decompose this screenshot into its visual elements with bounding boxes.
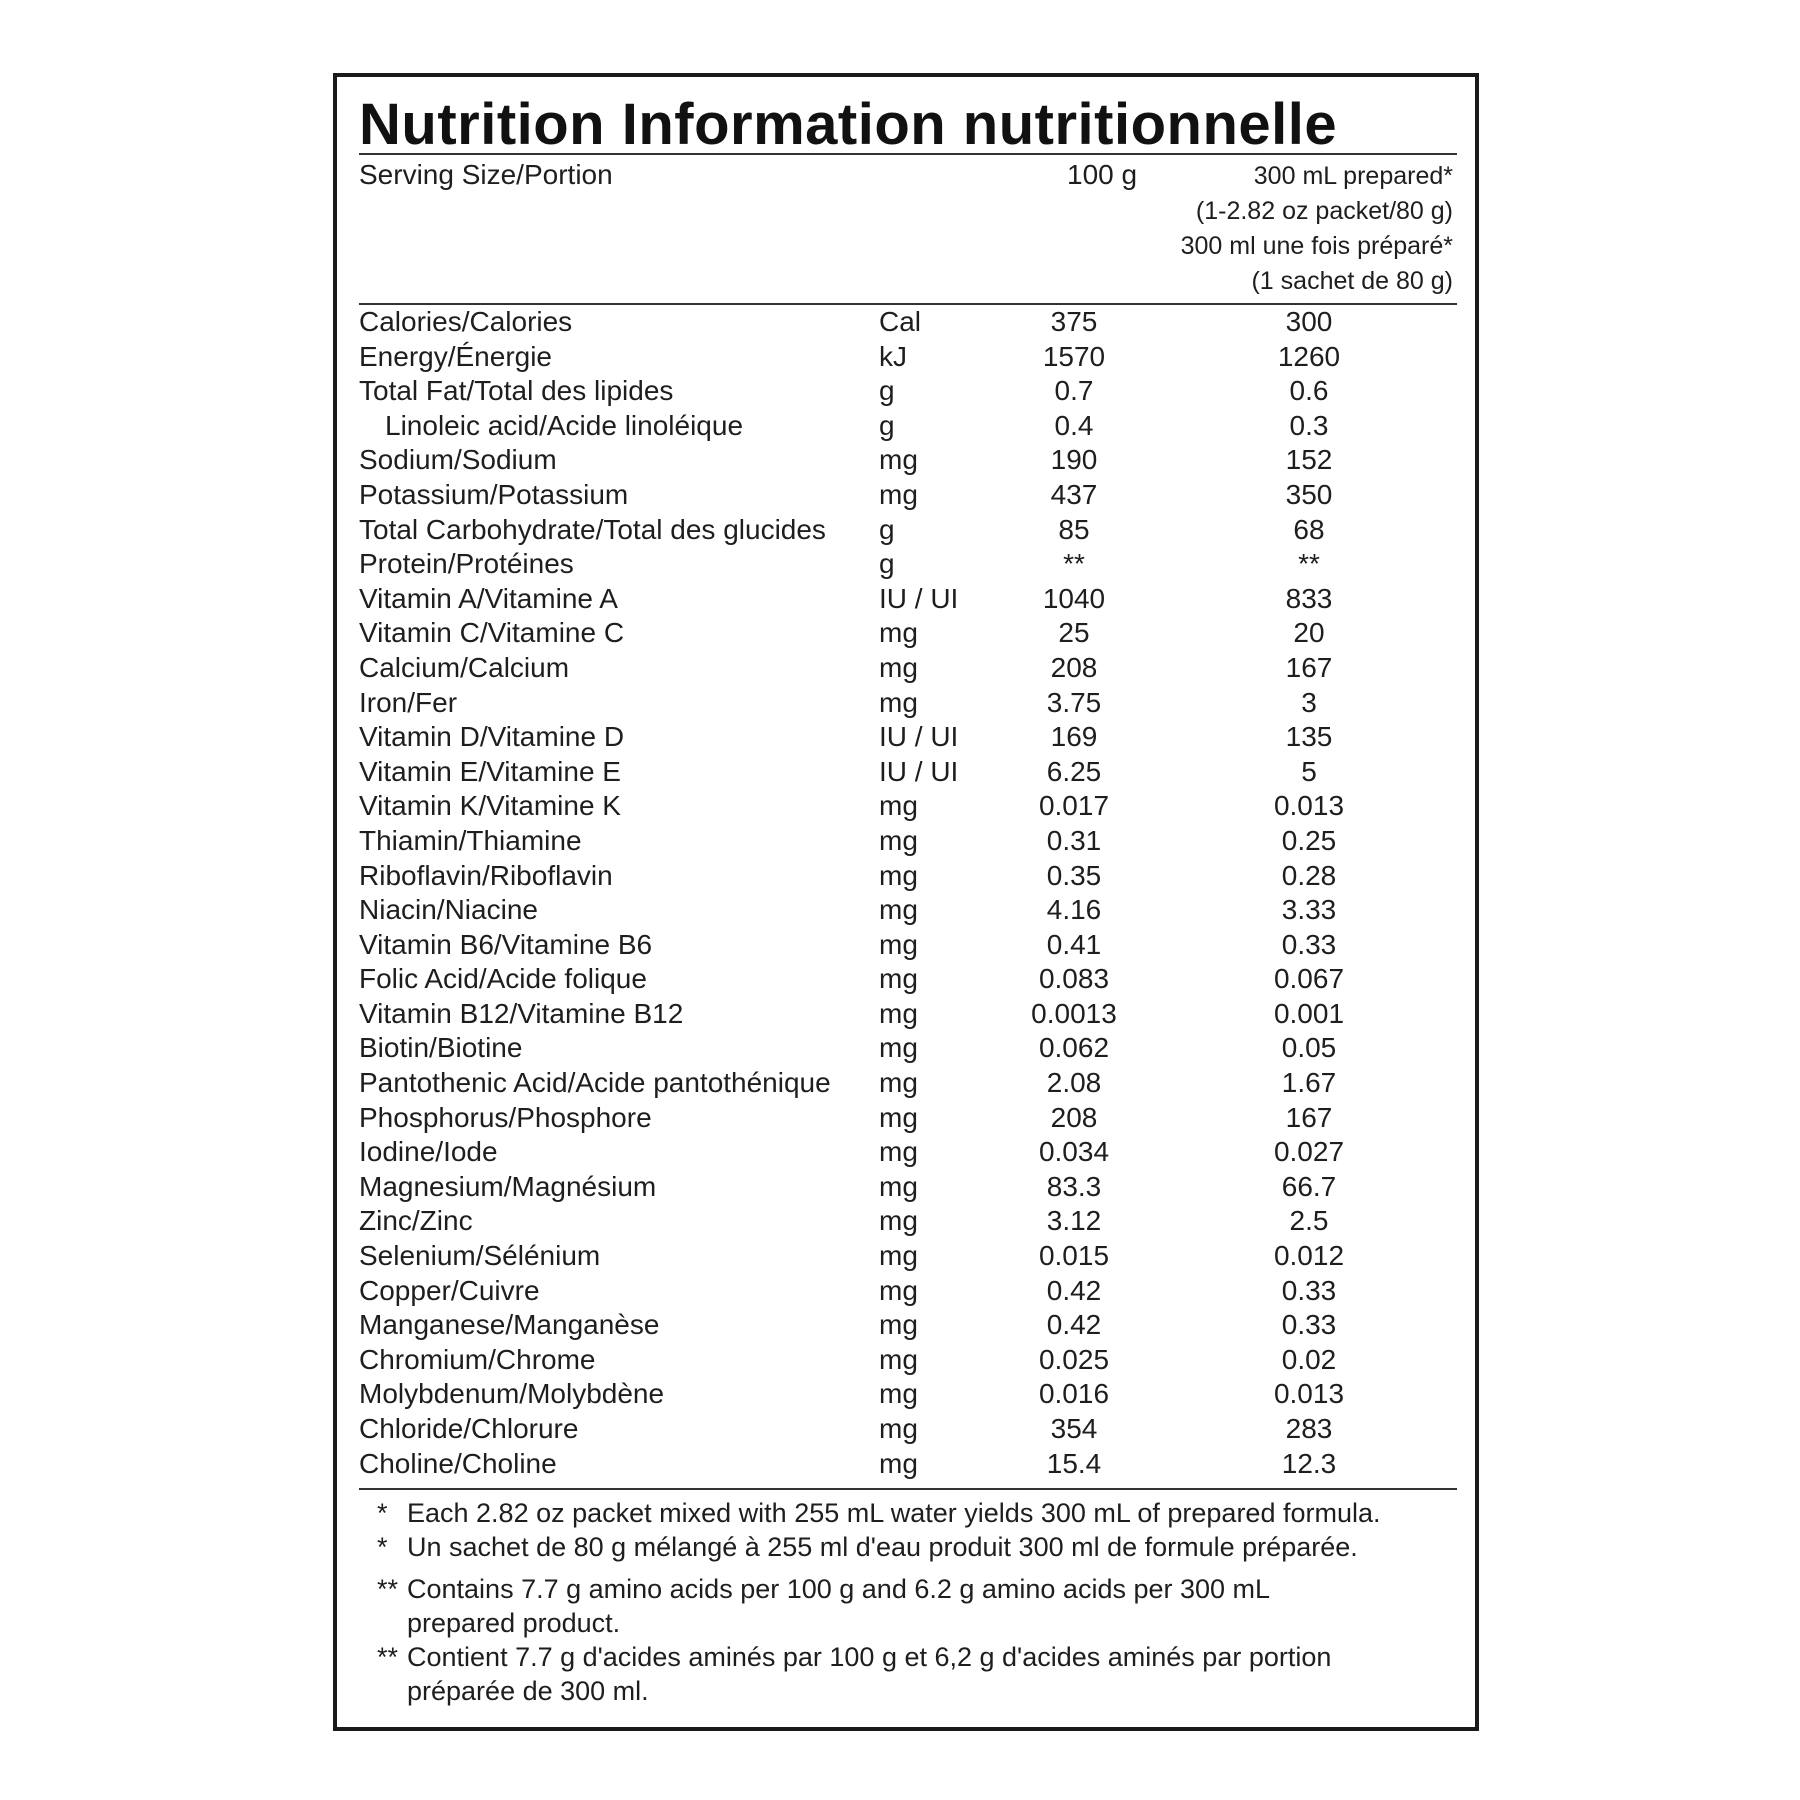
serving-size-label: Serving Size/Portion [359,159,613,190]
nutrient-value-prepared: 1260 [1277,340,1341,372]
nutrient-row [359,1101,1457,1136]
nutrient-name: Vitamin D/Vitamine D [359,721,625,753]
nutrient-row [359,1239,1457,1274]
nutrient-row [359,1308,1457,1343]
nutrient-name: Vitamin B6/Vitamine B6 [359,928,653,960]
nutrient-row [359,1343,1457,1378]
nutrient-row [359,340,1457,375]
nutrient-value-100g: 437 [1050,478,1098,510]
nutrient-unit: IU / UI [879,755,959,787]
nutrient-unit: IU / UI [879,721,959,753]
nutrient-unit: mg [879,1032,918,1064]
footnote-mark: * [377,1532,388,1562]
nutrient-value-100g: 0.35 [1046,859,1102,891]
table-divider [359,1488,1457,1490]
nutrient-value-prepared: 0.28 [1281,859,1337,891]
nutrient-value-prepared: 350 [1285,478,1333,510]
nutrient-value-prepared: 66.7 [1281,1170,1337,1202]
footnote-line [367,1640,1457,1674]
nutrient-row [359,1447,1457,1482]
nutrient-value-100g: 0.41 [1046,928,1102,960]
nutrient-value-prepared: 5 [1301,755,1317,787]
nutrient-row [359,755,1457,790]
nutrient-name: Iron/Fer [359,686,458,718]
footnotes [367,1496,1457,1708]
footnote-line [367,1530,1457,1564]
nutrient-name: Zinc/Zinc [359,1205,473,1237]
nutrient-unit: mg [879,1101,918,1133]
nutrient-row [359,305,1457,340]
nutrient-value-prepared: 0.027 [1273,1136,1345,1168]
nutrient-row [359,651,1457,686]
nutrient-name: Magnesium/Magnésium [359,1170,657,1202]
nutrient-unit: g [879,375,895,407]
nutrient-name: Vitamin C/Vitamine C [359,617,625,649]
nutrient-name: Niacin/Niacine [359,894,538,926]
nutrient-row [359,824,1457,859]
nutrient-row [359,1066,1457,1101]
nutrient-value-100g: 1040 [1042,582,1106,614]
nutrient-unit: mg [879,686,918,718]
nutrient-unit: mg [879,478,918,510]
nutrient-value-100g: 208 [1050,1101,1098,1133]
nutrient-row [359,513,1457,548]
nutrient-row [359,720,1457,755]
nutrient-name: Calories/Calories [359,306,573,337]
nutrient-unit: mg [879,1067,918,1099]
nutrient-value-prepared: 0.33 [1281,1309,1337,1341]
nutrient-unit: mg [879,790,918,822]
nutrient-name: Chloride/Chlorure [359,1413,579,1444]
nutrient-unit: g [879,409,895,441]
nutrient-name: Chromium/Chrome [359,1343,596,1375]
serving-prepared-line: (1 sachet de 80 g) [1251,267,1453,295]
nutrient-unit: IU / UI [879,582,959,614]
nutrient-unit: mg [879,1136,918,1168]
nutrient-name: Energy/Énergie [359,340,553,372]
nutrient-value-prepared: 0.012 [1273,1240,1345,1272]
nutrient-name: Protein/Protéines [359,548,574,580]
nutrient-value-prepared: 135 [1285,721,1333,753]
footnote-line [367,1572,1457,1606]
nutrient-value-prepared: 0.3 [1289,409,1329,441]
nutrient-row [359,547,1457,582]
nutrient-row [359,962,1457,997]
nutrient-value-100g: 375 [1050,306,1098,337]
nutrient-value-100g: 0.4 [1054,409,1094,441]
footnote-text: Each 2.82 oz packet mixed with 255 mL water yields 300 mL of prepared formula. [407,1498,1381,1528]
nutrition-label-panel [333,73,1479,1731]
nutrient-name: Vitamin B12/Vitamine B12 [359,997,684,1029]
nutrient-name: Biotin/Biotine [359,1032,523,1064]
nutrient-unit: mg [879,1309,918,1341]
serving-prepared-line: (1-2.82 oz packet/80 g) [1195,197,1453,225]
nutrient-value-prepared: 283 [1285,1413,1333,1444]
nutrient-row [359,859,1457,894]
nutrient-value-100g: 15.4 [1046,1447,1102,1479]
footnote-line [367,1606,1457,1640]
nutrient-value-100g: 0.025 [1038,1343,1110,1375]
nutrient-value-100g: 190 [1050,444,1098,476]
nutrient-name: Iodine/Iode [359,1136,498,1168]
title-divider [359,153,1457,155]
nutrient-value-prepared: 0.013 [1273,790,1345,822]
nutrient-name: Total Carbohydrate/Total des glucides [359,513,826,545]
nutrient-value-prepared: 1.67 [1281,1067,1337,1099]
nutrient-row [359,409,1457,444]
nutrient-name: Vitamin A/Vitamine A [359,582,618,614]
nutrient-value-prepared: 300 [1285,306,1333,337]
nutrient-row [359,1377,1457,1412]
nutrient-row [359,1135,1457,1170]
footnote-text: Un sachet de 80 g mélangé à 255 ml d'eau produit 300 ml de formule préparée. [407,1532,1358,1562]
nutrient-value-prepared: 833 [1285,582,1333,614]
nutrient-value-prepared: 0.25 [1281,824,1337,856]
nutrient-value-100g: 0.016 [1038,1378,1110,1410]
footnote-text: Contains 7.7 g amino acids per 100 g and 6.2 g amino acids per 300 mL [407,1574,1271,1604]
label-title: Nutrition Information nutritionnelle [359,92,1338,157]
nutrient-value-prepared: 0.05 [1281,1032,1337,1064]
serving-prepared-line: 300 mL prepared* [1253,162,1453,190]
nutrient-row [359,1412,1457,1447]
nutrient-unit: Cal [879,306,922,337]
footnote-text: Contient 7.7 g d'acides aminés par 100 g et 6,2 g d'acides aminés par portion [407,1642,1332,1672]
nutrient-name: Pantothenic Acid/Acide pantothénique [359,1067,831,1099]
nutrient-name: Linoleic acid/Acide linoléique [385,409,744,441]
footnote-line [367,1674,1457,1708]
nutrient-value-prepared: 0.33 [1281,1274,1337,1306]
nutrient-value-prepared: 0.6 [1289,375,1329,407]
nutrient-name: Total Fat/Total des lipides [359,375,674,407]
nutrient-value-prepared: 167 [1285,1101,1333,1133]
nutrient-unit: g [879,513,895,545]
nutrient-value-100g: 0.017 [1038,790,1110,822]
nutrient-value-prepared: 152 [1285,444,1333,476]
nutrient-value-prepared: 20 [1293,617,1325,649]
nutrient-row [359,928,1457,963]
nutrient-row [359,582,1457,617]
nutrient-unit: mg [879,928,918,960]
nutrient-unit: mg [879,1240,918,1272]
nutrient-value-100g: 0.31 [1046,824,1102,856]
nutrient-value-100g: 0.015 [1038,1240,1110,1272]
footnote-line [367,1496,1457,1530]
nutrient-row [359,1170,1457,1205]
nutrient-value-prepared: 2.5 [1289,1205,1329,1237]
nutrient-value-100g: ** [1063,548,1085,580]
nutrient-value-100g: 0.42 [1046,1274,1102,1306]
nutrient-row [359,1204,1457,1239]
footnote-text: prepared product. [407,1608,621,1638]
footnote [367,1530,1457,1564]
nutrient-value-prepared: 0.001 [1273,997,1345,1029]
nutrient-row [359,893,1457,928]
nutrient-row [359,1274,1457,1309]
nutrient-name: Manganese/Manganèse [359,1309,660,1341]
footnote-mark: * [377,1498,388,1528]
nutrient-name: Thiamin/Thiamine [359,824,582,856]
nutrient-value-100g: 0.7 [1054,375,1094,407]
serving-prepared-line: 300 ml une fois préparé* [1180,232,1453,260]
nutrient-name: Copper/Cuivre [359,1274,540,1306]
nutrient-unit: mg [879,1378,918,1410]
nutrient-name: Phosphorus/Phosphore [359,1101,652,1133]
nutrient-value-100g: 0.42 [1046,1309,1102,1341]
nutrient-unit: g [879,548,895,580]
nutrient-value-100g: 0.034 [1038,1136,1110,1168]
nutrient-unit: mg [879,1274,918,1306]
nutrient-value-prepared: 0.33 [1281,928,1337,960]
nutrient-name: Choline/Choline [359,1447,557,1479]
nutrient-value-100g: 169 [1050,721,1098,753]
footnote [367,1572,1457,1640]
nutrient-value-100g: 85 [1058,513,1090,545]
nutrient-value-prepared: 3 [1301,686,1317,718]
nutrient-name: Vitamin K/Vitamine K [359,790,621,822]
nutrient-name: Calcium/Calcium [359,651,570,683]
nutrient-value-100g: 83.3 [1046,1170,1102,1202]
nutrient-name: Riboflavin/Riboflavin [359,859,613,891]
nutrient-unit: mg [879,894,918,926]
nutrient-unit: mg [879,444,918,476]
footnote [367,1640,1457,1708]
nutrient-unit: mg [879,1413,918,1444]
nutrient-value-100g: 6.25 [1046,755,1102,787]
nutrient-row [359,997,1457,1032]
nutrient-row [359,1031,1457,1066]
nutrient-value-100g: 0.083 [1038,963,1110,995]
nutrient-value-100g: 2.08 [1046,1067,1102,1099]
nutrient-value-prepared: 0.067 [1273,963,1345,995]
footnote-mark: ** [377,1574,399,1604]
nutrient-row [359,616,1457,651]
nutrient-value-100g: 25 [1058,617,1090,649]
nutrient-value-100g: 354 [1050,1413,1098,1444]
nutrient-value-prepared: 3.33 [1281,894,1337,926]
nutrient-value-prepared: ** [1298,548,1320,580]
nutrient-value-100g: 0.0013 [1031,997,1117,1029]
footnote-text: préparée de 300 ml. [407,1676,649,1706]
nutrient-unit: mg [879,1205,918,1237]
nutrient-row [359,374,1457,409]
serving-size-prepared [1133,159,1453,299]
serving-size-100g: 100 g [1067,159,1138,190]
nutrient-name: Potassium/Potassium [359,478,629,510]
nutrient-value-prepared: 12.3 [1281,1447,1337,1479]
footnote [367,1496,1457,1530]
nutrient-value-100g: 3.75 [1046,686,1102,718]
footnote-mark: ** [377,1642,399,1672]
nutrient-unit: mg [879,1447,918,1479]
nutrient-table [359,305,1457,1481]
nutrient-row [359,686,1457,721]
nutrient-unit: mg [879,1170,918,1202]
nutrient-row [359,789,1457,824]
nutrient-unit: mg [879,1343,918,1375]
nutrient-name: Folic Acid/Acide folique [359,963,647,995]
nutrient-value-prepared: 167 [1285,651,1333,683]
nutrient-row [359,443,1457,478]
nutrient-value-prepared: 68 [1293,513,1325,545]
nutrient-value-100g: 208 [1050,651,1098,683]
nutrient-value-100g: 0.062 [1038,1032,1110,1064]
nutrient-name: Vitamin E/Vitamine E [359,755,621,787]
nutrient-unit: kJ [879,340,907,372]
nutrient-row [359,478,1457,513]
nutrient-value-100g: 4.16 [1046,894,1102,926]
nutrient-value-100g: 1570 [1042,340,1106,372]
nutrient-name: Selenium/Sélénium [359,1240,601,1272]
nutrient-unit: mg [879,651,918,683]
nutrient-name: Molybdenum/Molybdène [359,1378,665,1410]
nutrient-unit: mg [879,963,918,995]
nutrient-value-prepared: 0.02 [1281,1343,1337,1375]
nutrient-value-prepared: 0.013 [1273,1378,1345,1410]
nutrient-unit: mg [879,997,918,1029]
nutrient-unit: mg [879,824,918,856]
nutrient-unit: mg [879,859,918,891]
nutrient-value-100g: 3.12 [1046,1205,1102,1237]
nutrient-unit: mg [879,617,918,649]
nutrient-name: Sodium/Sodium [359,444,557,476]
